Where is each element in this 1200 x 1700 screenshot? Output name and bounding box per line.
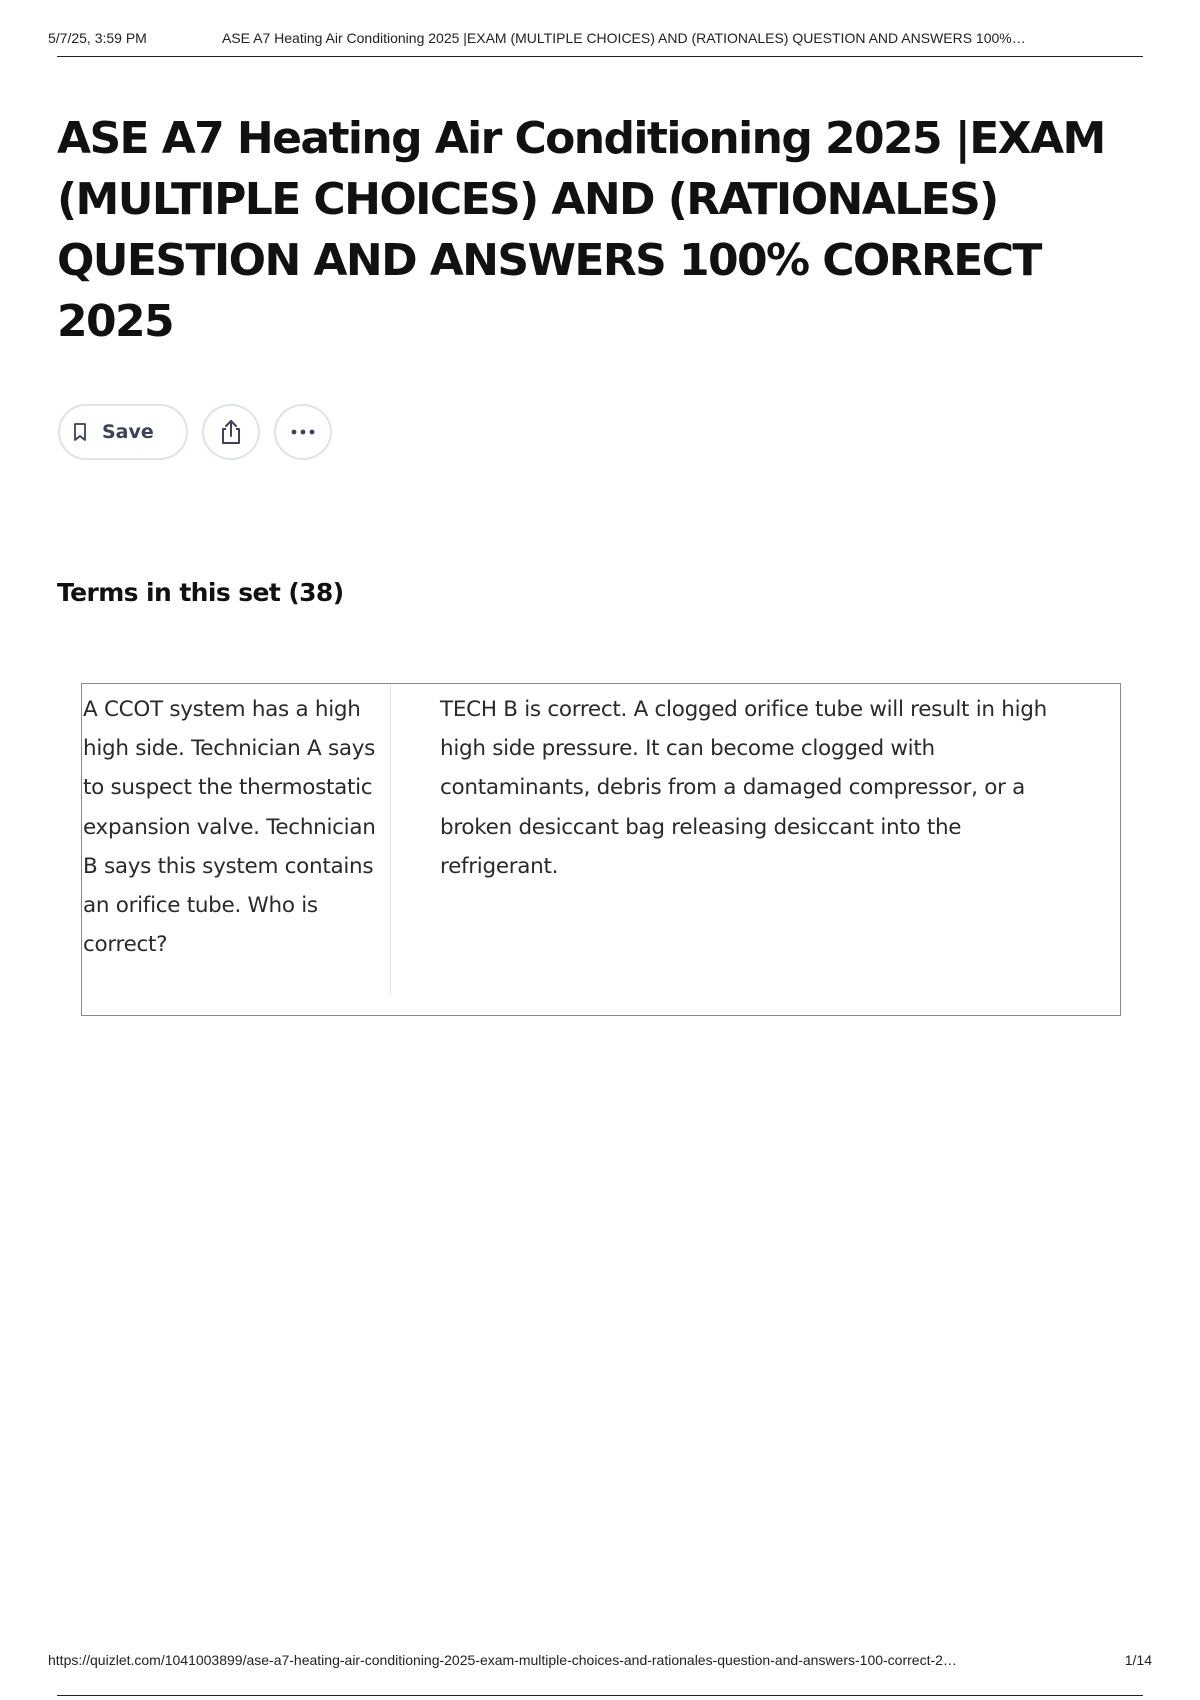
page-title: ASE A7 Heating Air Conditioning 2025 |EXAM (MULTIPLE CHOICES) AND (RATIONALES) QUESTION AND ANSWERS 100% CORRECT 2025: [57, 113, 1105, 347]
save-button-label: Save: [102, 421, 154, 443]
print-url: https://quizlet.com/1041003899/ase-a7-heating-air-conditioning-2025-exam-multiple-choices-and-rationales-question-and-answers-100-correct-2…: [48, 1652, 957, 1668]
bookmark-icon: [70, 421, 90, 443]
term-card: [81, 683, 1121, 1016]
print-document-title: ASE A7 Heating Air Conditioning 2025 |EXAM (MULTIPLE CHOICES) AND (RATIONALES) QUESTION AND ANSWERS 100%…: [222, 30, 1026, 46]
print-header: [48, 30, 1148, 50]
share-button[interactable]: [202, 404, 260, 460]
footer-divider: [57, 1695, 1143, 1696]
card-divider: [390, 684, 391, 996]
more-options-button[interactable]: [274, 404, 332, 460]
page-indicator: 1/14: [1124, 1652, 1152, 1668]
more-icon: [289, 428, 317, 436]
share-icon: [217, 417, 245, 447]
print-date: 5/7/25, 3:59 PM: [48, 30, 147, 46]
terms-heading: Terms in this set (38): [57, 578, 344, 607]
card-definition: TECH B is correct. A clogged orifice tube will result in high high side pressure. It can become clogged with contaminants, debris from a damaged compressor, or a broken desiccant bag releasing desiccant into the refrigerant.: [440, 697, 1047, 879]
print-footer: [48, 1652, 1152, 1672]
save-button[interactable]: [58, 404, 188, 460]
header-divider: [57, 56, 1143, 57]
card-term: A CCOT system has a high high side. Technician A says to suspect the thermostatic expansion valve. Technician B says this system contains an orifice tube. Who is correct?: [83, 697, 376, 958]
